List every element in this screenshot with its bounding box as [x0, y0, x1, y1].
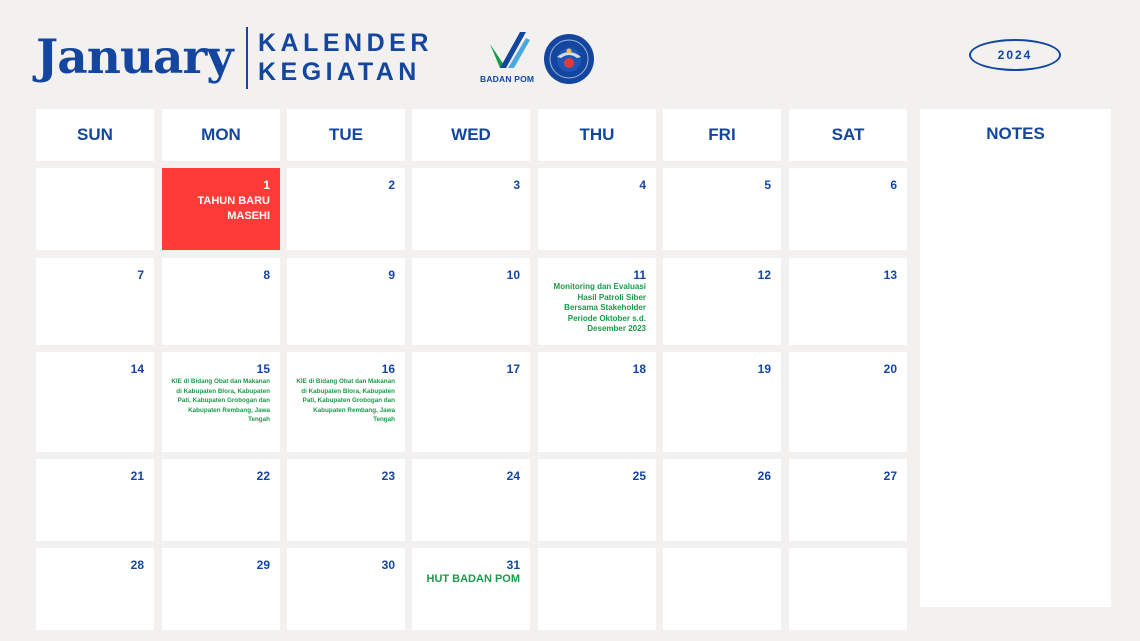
day-number: 22 — [256, 469, 270, 483]
day-cell-24 — [412, 459, 530, 541]
weekday-fri: FRI — [663, 109, 781, 161]
day-number: 9 — [388, 268, 395, 282]
day-cell-26 — [663, 459, 781, 541]
day-cell-empty — [663, 548, 781, 630]
day-cell-18 — [538, 352, 656, 452]
weekday-thu: THU — [538, 109, 656, 161]
day-cell-11 — [538, 258, 656, 345]
seal-logo-icon — [543, 33, 595, 85]
day-number: 1 — [263, 178, 270, 192]
year-badge: 2024 — [969, 39, 1061, 71]
day-number: 24 — [506, 469, 520, 483]
weekday-sat: SAT — [789, 109, 907, 161]
day-number: 13 — [883, 268, 897, 282]
day-number: 28 — [130, 558, 144, 572]
weekday-sun: SUN — [36, 109, 154, 161]
day-number: 21 — [130, 469, 144, 483]
day-number: 2 — [388, 178, 395, 192]
weekday-wed: WED — [412, 109, 530, 161]
day-number: 8 — [263, 268, 270, 282]
day-number: 31 — [506, 558, 520, 572]
day-number: 25 — [632, 469, 646, 483]
day-cell-19 — [663, 352, 781, 452]
calendar-title — [258, 29, 433, 87]
day-cell-empty — [538, 548, 656, 630]
day-cell-4 — [538, 168, 656, 250]
day-number: 5 — [764, 178, 771, 192]
day-cell-29 — [162, 548, 280, 630]
header-divider — [246, 27, 248, 89]
day-cell-21 — [36, 459, 154, 541]
day-number: 14 — [130, 362, 144, 376]
day-cell-6 — [789, 168, 907, 250]
day-cell-15 — [162, 352, 280, 452]
day-number: 16 — [381, 362, 395, 376]
notes-panel — [920, 109, 1111, 607]
day-cell-14 — [36, 352, 154, 452]
event-label: KIE di Bidang Obat dan Makanan di Kabupaten Blora, Kabupaten Pati, Kabupaten Grobogan dan Kabupaten Rembang, Jawa Tengah — [171, 378, 270, 423]
day-number: 4 — [639, 178, 646, 192]
day-cell-27 — [789, 459, 907, 541]
day-cell-12 — [663, 258, 781, 345]
day-cell-8 — [162, 258, 280, 345]
day-cell-1 — [162, 168, 280, 250]
day-cell-3 — [412, 168, 530, 250]
notes-title: NOTES — [986, 124, 1045, 143]
day-cell-20 — [789, 352, 907, 452]
day-cell-2 — [287, 168, 405, 250]
day-number: 18 — [632, 362, 646, 376]
badan-pom-logo — [480, 30, 540, 88]
day-cell-10 — [412, 258, 530, 345]
day-number: 12 — [757, 268, 771, 282]
weekday-tue: TUE — [287, 109, 405, 161]
day-number: 20 — [883, 362, 897, 376]
day-cell-23 — [287, 459, 405, 541]
day-number: 26 — [757, 469, 771, 483]
month-title: January — [36, 30, 233, 85]
day-number: 17 — [506, 362, 520, 376]
day-cell-17 — [412, 352, 530, 452]
day-number: 10 — [506, 268, 520, 282]
day-number: 30 — [381, 558, 395, 572]
event-label: KIE di Bidang Obat dan Makanan di Kabupaten Blora, Kabupaten Pati, Kabupaten Grobogan dan Kabupaten Rembang, Jawa Tengah — [296, 378, 395, 423]
day-number: 23 — [381, 469, 395, 483]
day-cell-25 — [538, 459, 656, 541]
badan-pom-logo-mark-icon — [488, 30, 532, 72]
event-label: Monitoring dan Evaluasi Hasil Patroli Siber Bersama Stakeholder Periode Oktober s.d. Desember 2023 — [553, 282, 646, 333]
holiday-label: TAHUN BARU MASEHI — [197, 195, 270, 222]
day-cell-13 — [789, 258, 907, 345]
day-number: 27 — [883, 469, 897, 483]
day-cell-22 — [162, 459, 280, 541]
day-number: 3 — [513, 178, 520, 192]
day-cell-7 — [36, 258, 154, 345]
day-cell-5 — [663, 168, 781, 250]
day-number: 29 — [256, 558, 270, 572]
title-line-2: KEGIATAN — [258, 58, 421, 86]
weekday-mon: MON — [162, 109, 280, 161]
day-cell-30 — [287, 548, 405, 630]
day-cell-empty — [36, 168, 154, 250]
day-cell-9 — [287, 258, 405, 345]
title-line-1: KALENDER — [258, 29, 433, 57]
day-number: 19 — [757, 362, 771, 376]
day-number: 15 — [256, 362, 270, 376]
day-cell-31 — [412, 548, 530, 630]
event-label: HUT BADAN POM — [426, 573, 520, 585]
day-number: 6 — [890, 178, 897, 192]
day-cell-28 — [36, 548, 154, 630]
day-number: 11 — [633, 268, 646, 282]
badan-pom-logo-text: BADAN POM — [480, 74, 535, 84]
day-number: 7 — [137, 268, 144, 282]
day-cell-empty — [789, 548, 907, 630]
day-cell-16 — [287, 352, 405, 452]
